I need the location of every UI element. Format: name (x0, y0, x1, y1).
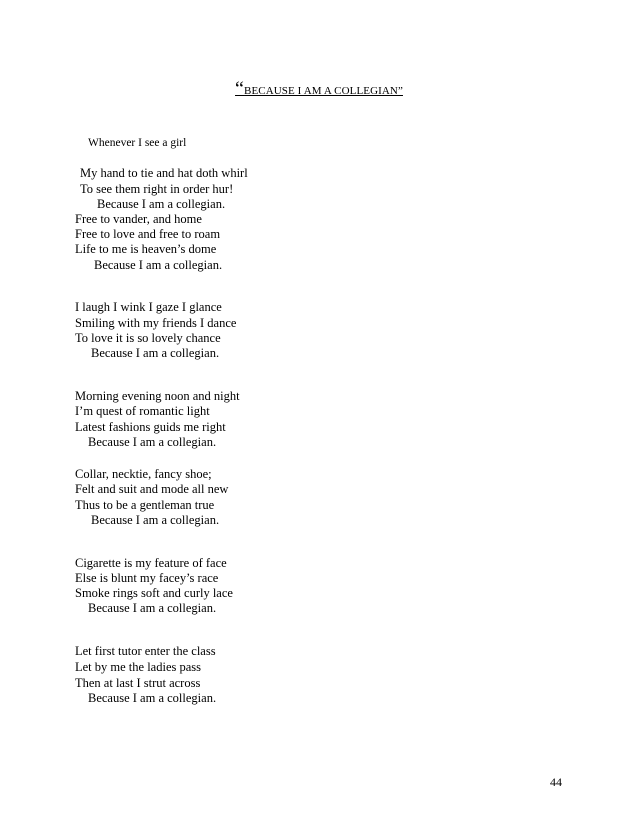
page-number: 44 (550, 775, 562, 789)
poem-line: I’m quest of romantic light (75, 404, 210, 418)
poem-line: To see them right in order hur! (80, 182, 234, 196)
poem-line: To love it is so lovely chance (75, 331, 221, 345)
poem-line: Thus to be a gentleman true (75, 498, 215, 512)
poem-refrain: Because I am a collegian. (91, 513, 220, 527)
poem-refrain: Because I am a collegian. (88, 691, 217, 705)
poem-line: Morning evening noon and night (75, 389, 240, 403)
poem-refrain: Because I am a collegian. (97, 197, 226, 211)
title-open-quote: “ (235, 78, 245, 100)
poem-line: Free to love and free to roam (75, 227, 221, 241)
poem-line: Else is blunt my facey’s race (75, 571, 219, 585)
poem-line: Felt and suit and mode all new (75, 482, 229, 496)
poem-line: Let first tutor enter the class (75, 644, 216, 658)
poem-line: Collar, necktie, fancy shoe; (75, 467, 212, 481)
poem-line: Whenever I see a girl (88, 137, 187, 149)
poem-line: Latest fashions guids me right (75, 420, 226, 434)
poem-refrain: Because I am a collegian. (88, 435, 217, 449)
poem-line: Smoke rings soft and curly lace (75, 586, 233, 600)
poem-line: Let by me the ladies pass (75, 660, 202, 674)
poem-line: Cigarette is my feature of face (75, 556, 227, 570)
poem-line: I laugh I wink I gaze I glance (75, 300, 222, 314)
poem-refrain: Because I am a collegian. (91, 346, 220, 360)
poem-title (0, 78, 638, 101)
poem-line: Then at last I strut across (75, 676, 201, 690)
poem-line: My hand to tie and hat doth whirl (80, 166, 248, 180)
poem-refrain: Because I am a collegian. (94, 258, 223, 272)
poem-refrain: Because I am a collegian. (88, 601, 217, 615)
title-close-quote: ” (397, 85, 403, 97)
poem-line: Smiling with my friends I dance (75, 316, 237, 330)
title-text: BECAUSE I AM A COLLEGIAN (244, 85, 398, 97)
poem-line: Life to me is heaven’s dome (75, 242, 217, 256)
poem-line: Free to vander, and home (75, 212, 202, 226)
